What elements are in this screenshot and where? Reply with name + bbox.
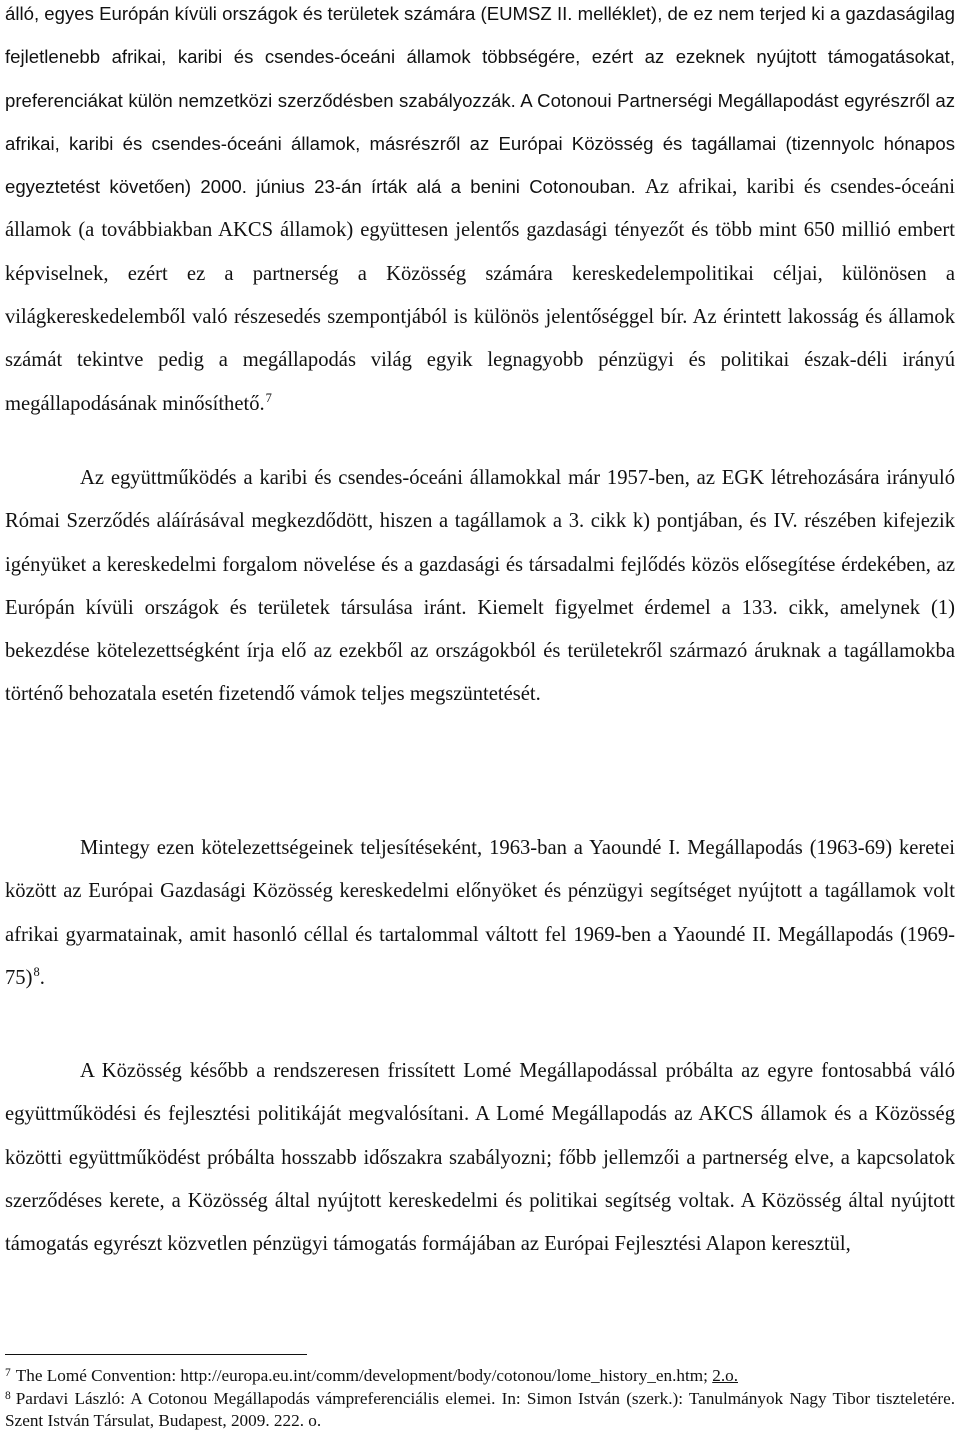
footnote-ref-8[interactable]: 8 xyxy=(33,964,40,979)
footnote-8 xyxy=(5,1388,955,1433)
paragraph-text-sans: álló, egyes Európán kívüli országok és területek számára (EUMSZ II. melléklet), de ez nem terjed ki a gazdaságilag fejletlenebb afrikai, karibi és csendes-óceáni államok többségére, ezért az ezeknek nyújtott támogatásokat, preferenciákat külön nemzetközi szerződésben szabályozzák. A Cotonoui Partnerségi Megállapodást egyrészről az afrikai, karibi és csendes-óceáni államok, másrészről az Európai Közösség és tagállamai (tizennyolc hónapos egyeztetést követően) 2000. június 23-án írták alá a benini Cotonouban. xyxy=(5,3,955,198)
footnotes-section xyxy=(5,1365,955,1433)
paragraph-text: A Közösség később a rendszeresen frissített Lomé Megállapodással próbálta az egyre fontosabbá váló együttműködési és fejlesztési politikáját megvalósítani. A Lomé Megállapodás az AKCS államok és a Közösség közötti együttműködést próbálta hosszabb időszakra szabályozni; főbb jellemzői a partnerség elve, a kapcsolatok szerződéses kerete, a Közösség által nyújtott kereskedelmi és politikai segítség voltak. A Közösség által nyújtott támogatás egyrészt közvetlen pénzügyi támogatás formájában az Európai Fejlesztési Alapon keresztül, xyxy=(5,1060,955,1256)
footnote-number: 7 xyxy=(5,1367,11,1379)
footnote-separator xyxy=(5,1354,307,1355)
paragraph-rome-treaty xyxy=(5,457,955,717)
paragraph-text: Az együttműködés a karibi és csendes-óceáni államokkal már 1957-ben, az EGK létrehozására irányuló Római Szerződés aláírásával megkezdődött, hiszen a tagállamok a 3. cikk k) pontjában, és IV. részében kifejezik igényüket a kereskedelmi forgalom növelése és a gazdasági és társadalmi fejlődés közös elősegítése érdekében, az Európán kívüli országok és területek társulása iránt. Kiemelt figyelmet érdemel a 133. cikk, amelynek (1) bekezdése kötelezettségként írja elő az ezekből az országokból és területekről származó áruknak a tagállamokba történő behozatala esetén fizetendő vámok teljes megszüntetését. xyxy=(5,467,955,706)
paragraph-yaounde xyxy=(5,827,955,1000)
footnote-link[interactable]: 2.o. xyxy=(712,1366,738,1385)
paragraph-text: Mintegy ezen kötelezettségeinek teljesítéseként, 1963-ban a Yaoundé I. Megállapodás (1963-69) keretei között az Európai Gazdasági Közösség kereskedelmi előnyöket és pénzügyi segítséget nyújtott a tagállamok volt afrikai gyarmatainak, amit hasonló céllal és tartalommal váltott fel 1969-ben a Yaoundé II. Megállapodás (1969-75) xyxy=(5,837,955,989)
paragraph-eumsz-cotonou xyxy=(5,0,955,426)
paragraph-text-end: . xyxy=(39,966,45,989)
paragraph-text-serif: Az afrikai, karibi és csendes-óceáni államok (a továbbiakban AKCS államok) együttesen jelentős gazdasági tényezőt és több mint 650 millió embert képviselnek, ezért ez a partnerség a Közösség számára kereskedelempolitikai céljai, különösen a világkereskedelemből való részesedés szempontjából is különös jelentőséggel bír. Az érintett lakosság és államok számát tekintve pedig a megállapodás világ egyik legnagyobb pénzügyi és politikai észak-déli irányú megállapodásának minősíthető. xyxy=(5,176,955,415)
footnote-7 xyxy=(5,1365,955,1388)
footnote-text: Pardavi László: A Cotonou Megállapodás vámpreferenciális elemei. In: Simon István (szerk.): Tanulmányok Nagy Tibor tiszteletére. Szent István Társulat, Budapest, 2009. 222. o. xyxy=(5,1388,955,1430)
paragraph-lome xyxy=(5,1050,955,1266)
footnote-text: The Lomé Convention: http://europa.eu.int/comm/development/body/cotonou/lome_history_en.htm; xyxy=(15,1366,713,1385)
footnote-ref-7[interactable]: 7 xyxy=(265,390,272,405)
footnote-number: 8 xyxy=(5,1389,11,1402)
